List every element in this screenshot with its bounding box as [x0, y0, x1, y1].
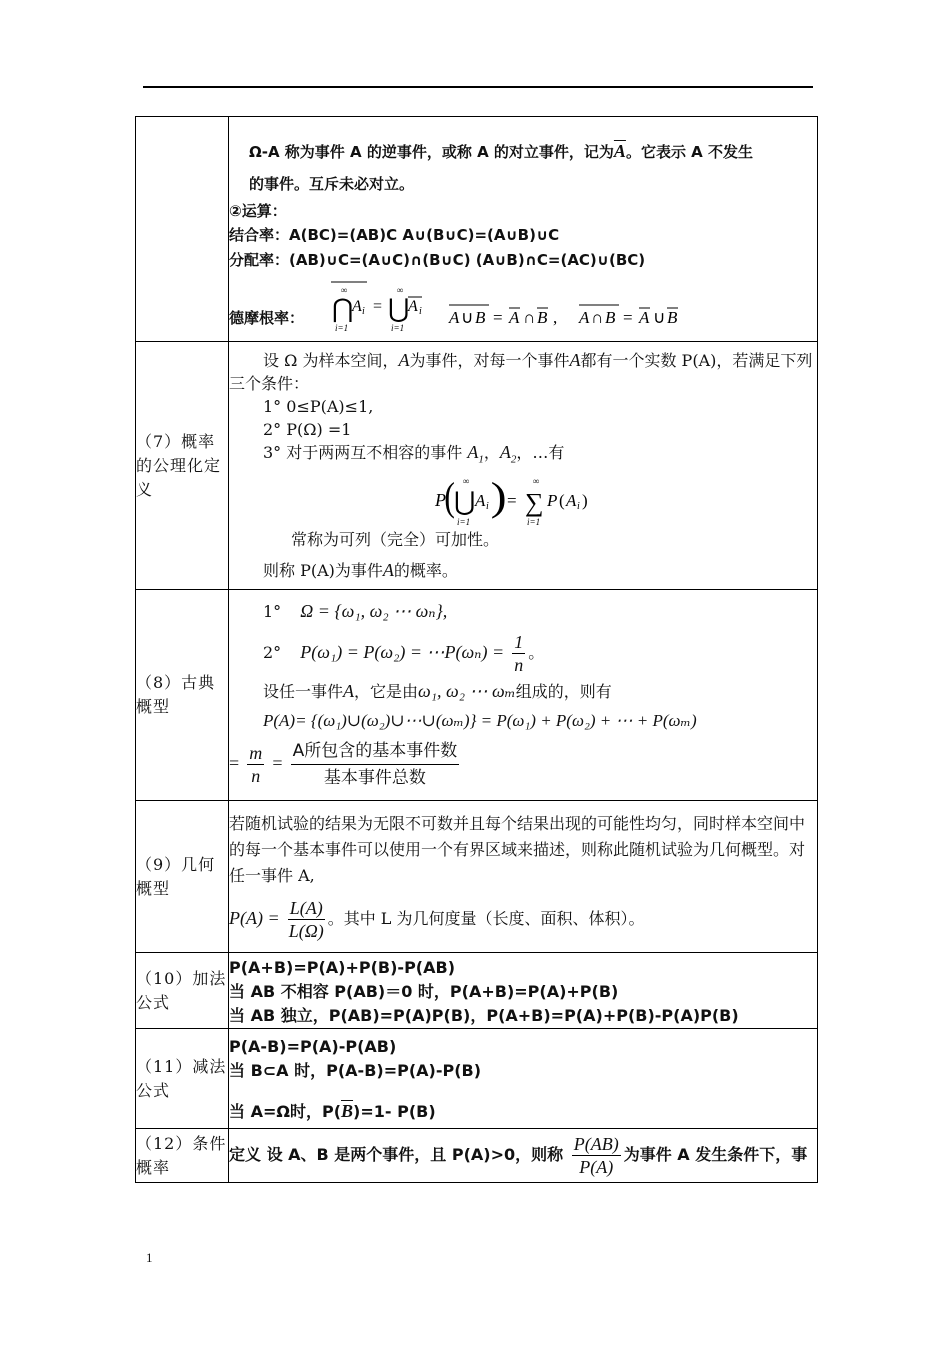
event-symbol: A: [398, 350, 410, 371]
svg-text:=: =: [507, 490, 517, 510]
axioms-intro-2: 为事件，对每一个事件: [409, 351, 570, 371]
frac-den: L(Ω): [288, 921, 324, 941]
svg-text:⋃: ⋃: [454, 486, 476, 516]
axioms-conclusion: [229, 559, 817, 582]
frac-den: P(A): [579, 1157, 614, 1177]
svg-text:⋃: ⋃: [388, 294, 410, 323]
row-content-conditional: [229, 1129, 818, 1183]
svg-text:A: A: [408, 298, 418, 315]
fraction-m-over-n: [247, 742, 264, 787]
omega-list: ω₁, ω₂ ⋯ ωₘ: [418, 680, 516, 701]
event-symbol: A: [569, 350, 581, 371]
frac-den: n: [251, 765, 261, 786]
row-content-geometric: [229, 801, 818, 953]
conditional-post: 为事件 A 发生条件下，事: [623, 1145, 808, 1164]
sample-space-formula: Ω = {ω₁, ω₂ ⋯ ωₙ},: [300, 600, 448, 621]
sub-l3-pre: 当 A=Ω时，P(: [229, 1102, 342, 1121]
addition-line-2: 当 AB 不相容 P(AB)＝0 时，P(A+B)=P(A)+P(B): [229, 981, 619, 1001]
inverse-event-line2: 的事件。互斥未必对立。: [249, 175, 415, 193]
svg-text:∞: ∞: [397, 285, 404, 295]
axiom-3-tail: ，…有: [516, 443, 565, 463]
row-label-axioms: （7）概率的公理化定义: [136, 342, 229, 590]
svg-text:P: P: [435, 489, 446, 510]
frac-num: 1: [514, 631, 524, 652]
frac-num: A所包含的基本事件数: [291, 738, 460, 765]
svg-text:i=1: i=1: [457, 516, 471, 527]
frac-den: n: [514, 654, 524, 675]
header-rule: [143, 86, 813, 88]
associative-law: [229, 223, 817, 248]
svg-text:i: i: [419, 306, 422, 317]
svg-text:∑: ∑: [525, 487, 544, 517]
row-content-subtraction: [229, 1029, 818, 1129]
svg-text:A: A: [449, 308, 460, 327]
event-symbol: A: [382, 559, 394, 580]
content-table: [135, 116, 818, 1183]
svg-text:A: A: [475, 490, 486, 510]
complement-symbol: $\overline{A}$: [613, 141, 626, 161]
demorgan-label: 德摩根率：: [229, 309, 305, 327]
svg-text:⋂: ⋂: [332, 294, 354, 323]
svg-text:i=1: i=1: [335, 323, 349, 333]
l3-pre: 设任一事件: [263, 681, 344, 701]
demorgan-set-svg: [447, 301, 717, 331]
svg-text:=: =: [373, 298, 383, 315]
row-label-empty: [136, 117, 229, 342]
classical-ratio: = $\frac{m}{n}$ = $\frac{\text{A所包含的基本事件数}}{\text{基本事件总数}}$: [229, 738, 817, 791]
svg-text:(: (: [444, 474, 455, 519]
frac-num: L(A): [289, 898, 323, 918]
l3-mid: ，它是由: [354, 681, 419, 701]
row-content-addition: [229, 953, 818, 1029]
axioms-intro: [229, 349, 817, 395]
svg-text:): ): [582, 490, 588, 510]
axioms-intro-1: 设 Ω 为样本空间，: [263, 351, 399, 371]
svg-text:B: B: [475, 308, 486, 327]
svg-text:A: A: [352, 298, 362, 315]
l3-post: 组成的，则有: [515, 681, 612, 701]
axiom-1: 1° 0≤P(A)≤1,: [263, 397, 374, 417]
equal-probability-formula: P(ω₁) = P(ω₂) = ⋯P(ωₙ) =: [300, 641, 505, 662]
svg-text:∪: ∪: [653, 308, 666, 327]
row-label-addition: （10）加法公式: [136, 953, 229, 1029]
event-symbol: A: [343, 680, 355, 701]
additivity-note: 常称为可列（完全）可加性。: [291, 529, 500, 549]
table-row: [136, 117, 818, 342]
classical-line-2: [229, 631, 817, 676]
fraction-1-over-n: [512, 631, 525, 676]
item-marker: 2°: [263, 642, 282, 662]
table-row: [136, 342, 818, 590]
svg-text:P: P: [547, 490, 558, 510]
svg-text:=: =: [623, 308, 633, 327]
svg-text:(: (: [559, 490, 565, 510]
event-a2: $A_2$: [499, 442, 517, 466]
table-row: [136, 801, 818, 953]
table-row: [136, 953, 818, 1029]
table-row: [136, 1129, 818, 1183]
axiom-3-text: 3° 对于两两互不相容的事件: [263, 443, 463, 463]
svg-text:∩: ∩: [523, 308, 536, 327]
row-label-conditional: （12）条件概率: [136, 1129, 229, 1183]
distributive-law: [229, 248, 817, 273]
demorgan-law: [229, 279, 817, 335]
table-row: [136, 1029, 818, 1129]
event-a1: $A_1$: [467, 442, 484, 466]
demorgan-formula-1: [323, 279, 443, 341]
associative-label: 结合率：: [229, 226, 290, 244]
additivity-svg: [433, 472, 613, 528]
subtraction-line-3: [229, 1099, 817, 1124]
svg-text:∩: ∩: [591, 308, 604, 327]
conclusion-pre: 则称 P(A)为事件: [263, 560, 383, 580]
demorgan-series-svg: [323, 279, 443, 335]
demorgan-formula-2: [447, 301, 717, 337]
addition-line-1: P(A+B)=P(A)+P(B)-P(AB): [229, 957, 455, 977]
fraction-conditional: [572, 1133, 621, 1178]
inverse-event-tail: 。它表示 A 不发生: [625, 143, 753, 161]
associative-formula: A(BC)=(AB)C A∪(B∪C)=(A∪B)∪C: [289, 226, 560, 244]
row-label-subtraction: （11）减法公式: [136, 1029, 229, 1129]
svg-text:i: i: [362, 306, 365, 317]
axiom-2: 2° P(Ω) =1: [263, 420, 352, 440]
svg-text:): ): [490, 474, 507, 519]
svg-text:∞: ∞: [341, 285, 348, 295]
frac-num: m: [249, 742, 263, 763]
classical-line-3: [229, 680, 817, 703]
row-label-geometric: （9）几何概型: [136, 801, 229, 953]
addition-line-3: 当 AB 独立，P(AB)=P(A)P(B)，P(A+B)=P(A)+P(B)-P(A)P(B): [229, 1005, 739, 1025]
geometric-text: 若随机试验的结果为无限不可数并且每个结果出现的可能性均匀，同时样本空间中的每一个基本事件可以使用一个有界区域来描述，则称此随机试验为几何概型。对任一事件 A,: [229, 814, 806, 885]
svg-text:B: B: [667, 308, 678, 327]
countable-additivity-formula: [229, 472, 817, 528]
svg-text:∞: ∞: [463, 475, 470, 486]
axiom-3: 3° 对于两两互不相容的事件 $A_1$，$A_2$，…有: [263, 442, 565, 466]
classical-line-1: [229, 600, 817, 623]
complement-symbol: $\overline{B}$: [341, 1101, 354, 1121]
svg-text:B: B: [605, 308, 616, 327]
svg-text:i: i: [486, 500, 489, 512]
row-content-classical: [229, 590, 818, 801]
distributive-formula: (AB)∪C=(A∪C)∩(B∪C) (A∪B)∩C=(AC)∪(BC): [289, 251, 646, 269]
svg-text:∞: ∞: [533, 475, 540, 486]
svg-text:A: A: [639, 308, 650, 327]
table-row: [136, 590, 818, 801]
frac-num: P(AB): [573, 1134, 619, 1154]
operations-title: ②运算：: [229, 202, 287, 220]
row-content-axioms: [229, 342, 818, 590]
punct: 。: [528, 642, 545, 662]
svg-text:i: i: [577, 500, 580, 512]
svg-text:B: B: [537, 308, 548, 327]
svg-text:i=1: i=1: [527, 516, 541, 527]
svg-text:=: =: [493, 308, 503, 327]
svg-text:,: ,: [553, 308, 558, 327]
fraction-length: [288, 897, 325, 942]
axioms-intro-3: 都有一个实数 P(A)，若满足下列三个条件：: [229, 351, 813, 394]
geometric-formula: [229, 897, 817, 942]
item-marker: 1°: [263, 601, 282, 621]
row-label-classical: （8）古典概型: [136, 590, 229, 801]
inverse-event-line: [229, 135, 817, 168]
svg-text:A: A: [579, 308, 590, 327]
svg-text:A: A: [509, 308, 520, 327]
conclusion-post: 的概率。: [393, 560, 458, 580]
formula-tail: 。其中 L 为几何度量（长度、面积、体积）。: [327, 909, 645, 928]
formula-lhs: P(A) =: [229, 908, 280, 928]
subtraction-line-1: P(A-B)=P(A)-P(AB): [229, 1037, 397, 1056]
svg-text:∪: ∪: [461, 308, 474, 327]
frac-den: 基本事件总数: [323, 767, 426, 788]
conditional-pre: 定义 设 A、B 是两个事件，且 P(A)>0，则称: [229, 1145, 564, 1164]
union-formula: P(A)= {(ω₁)∪(ω₂)∪⋯∪(ωₘ)} = P(ω₁) + P(ω₂) + ⋯ + P(ωₘ): [263, 710, 697, 730]
subtraction-line-2: 当 B⊂A 时，P(A-B)=P(A)-P(B): [229, 1061, 482, 1080]
distributive-label: 分配率：: [229, 251, 290, 269]
svg-text:A: A: [566, 490, 577, 510]
sub-l3-post: )=1- P(B): [353, 1102, 436, 1121]
fraction-text: [291, 738, 460, 791]
svg-text:i=1: i=1: [391, 323, 405, 333]
row-content: [229, 117, 818, 342]
page-number: 1: [146, 1250, 153, 1265]
inverse-event-text: Ω-A 称为事件 A 的逆事件，或称 A 的对立事件，记为: [249, 143, 614, 161]
